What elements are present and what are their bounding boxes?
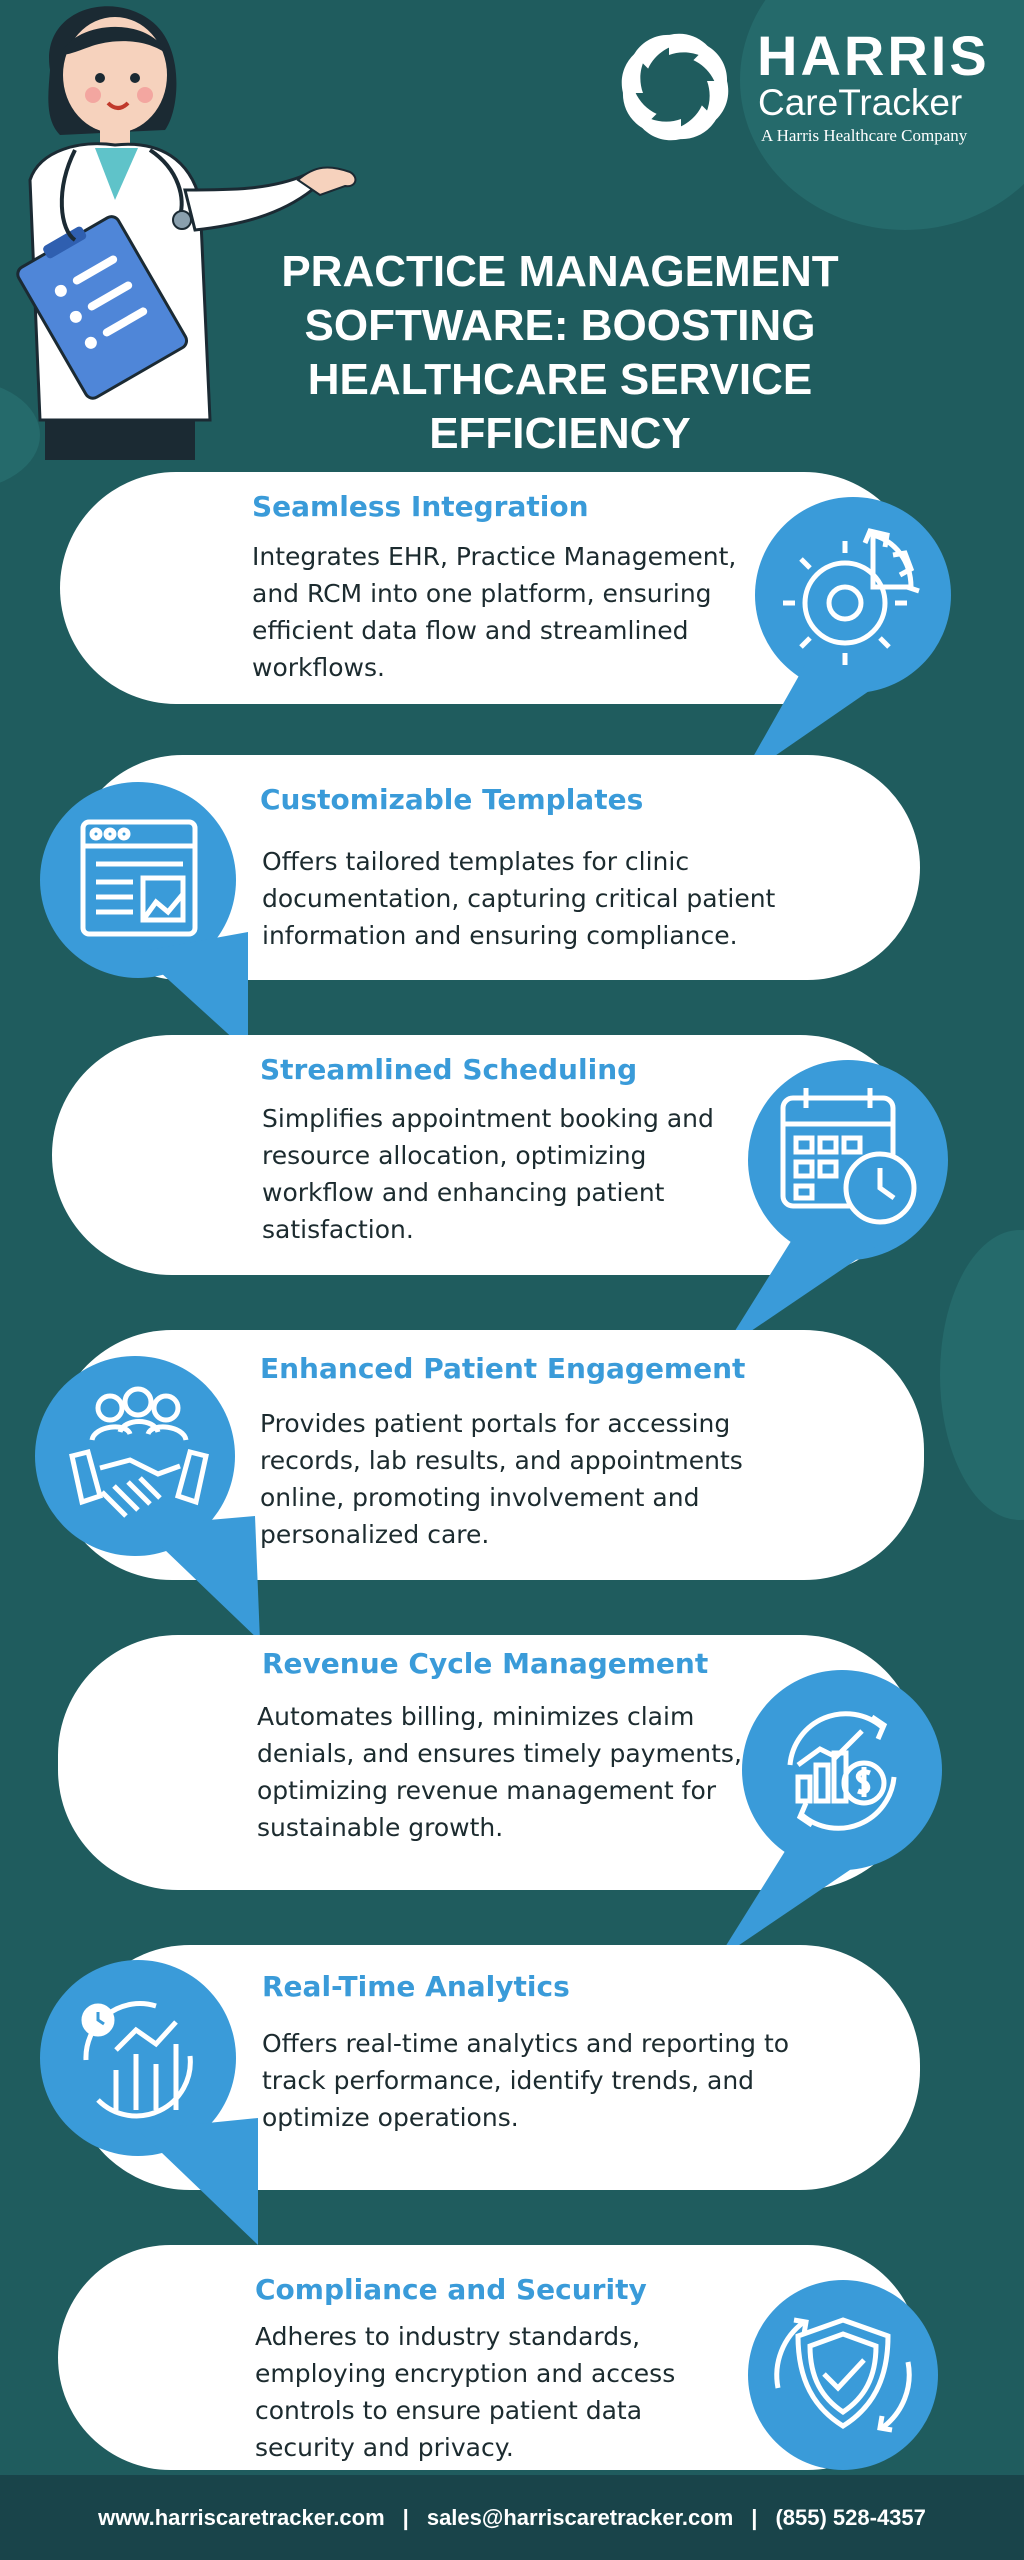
logo-swirl-icon [615,27,735,147]
feature-title: Compliance and Security [255,2273,647,2306]
brand-tagline: A Harris Healthcare Company [761,126,968,145]
feature-description: Integrates EHR, Practice Management, and RCM into one platform, ensuring efficient data flow and streamlined workflows. [252,542,737,682]
feature-title: Enhanced Patient Engagement [260,1352,746,1385]
feature-description: Automates billing, minimizes claim denials, and ensures timely payments, optimizing revenue management for sustainable growth. [257,1702,742,1842]
feature-icon-badge [38,782,253,1052]
feature-icon-badge [735,495,965,780]
header [0,0,1024,470]
feature-icon-badge [748,2280,938,2470]
brand-name: HARRIS [757,24,990,87]
footer-separator: | [751,2504,758,2530]
feature-icon-badge [30,1356,265,1641]
brand-product: CareTracker [758,82,963,123]
feature-icon-badge [712,1665,947,1960]
email-link[interactable]: sales@harriscaretracker.com [426,2504,734,2530]
feature-title: Real-Time Analytics [262,1970,570,2003]
feature-icon-badge [718,1060,953,1350]
feature-description: Offers tailored templates for clinic documentation, capturing critical patient information and ensuring compliance. [262,847,776,950]
footer-separator: | [402,2504,409,2530]
feature-title: Seamless Integration [252,490,589,523]
feature-title: Customizable Templates [260,783,644,816]
phone-link[interactable]: (855) 528-4357 [775,2504,926,2530]
page-title: PRACTICE MANAGEMENT SOFTWARE: BOOSTING HEALTHCARE SERVICE EFFICIENCY [281,247,839,458]
brand-logo[interactable] [615,25,1000,145]
feature-description: Offers real-time analytics and reporting to track performance, identify trends, and optimize operations. [262,2029,790,2132]
footer-contact [0,2475,1024,2560]
feature-description: Simplifies appointment booking and resource allocation, optimizing workflow and enhancing patient satisfaction. [262,1104,714,1244]
feature-description: Adheres to industry standards, employing encryption and access controls to ensure patient data security and privacy. [255,2322,676,2462]
website-link[interactable]: www.harriscaretracker.com [98,2504,385,2530]
feature-title: Streamlined Scheduling [260,1053,638,1086]
feature-title: Revenue Cycle Management [262,1647,709,1680]
feature-icon-badge [38,1960,263,2245]
footer [0,2475,1024,2560]
feature-description: Provides patient portals for accessing records, lab results, and appointments online, promoting involvement and personalized care. [260,1409,743,1549]
